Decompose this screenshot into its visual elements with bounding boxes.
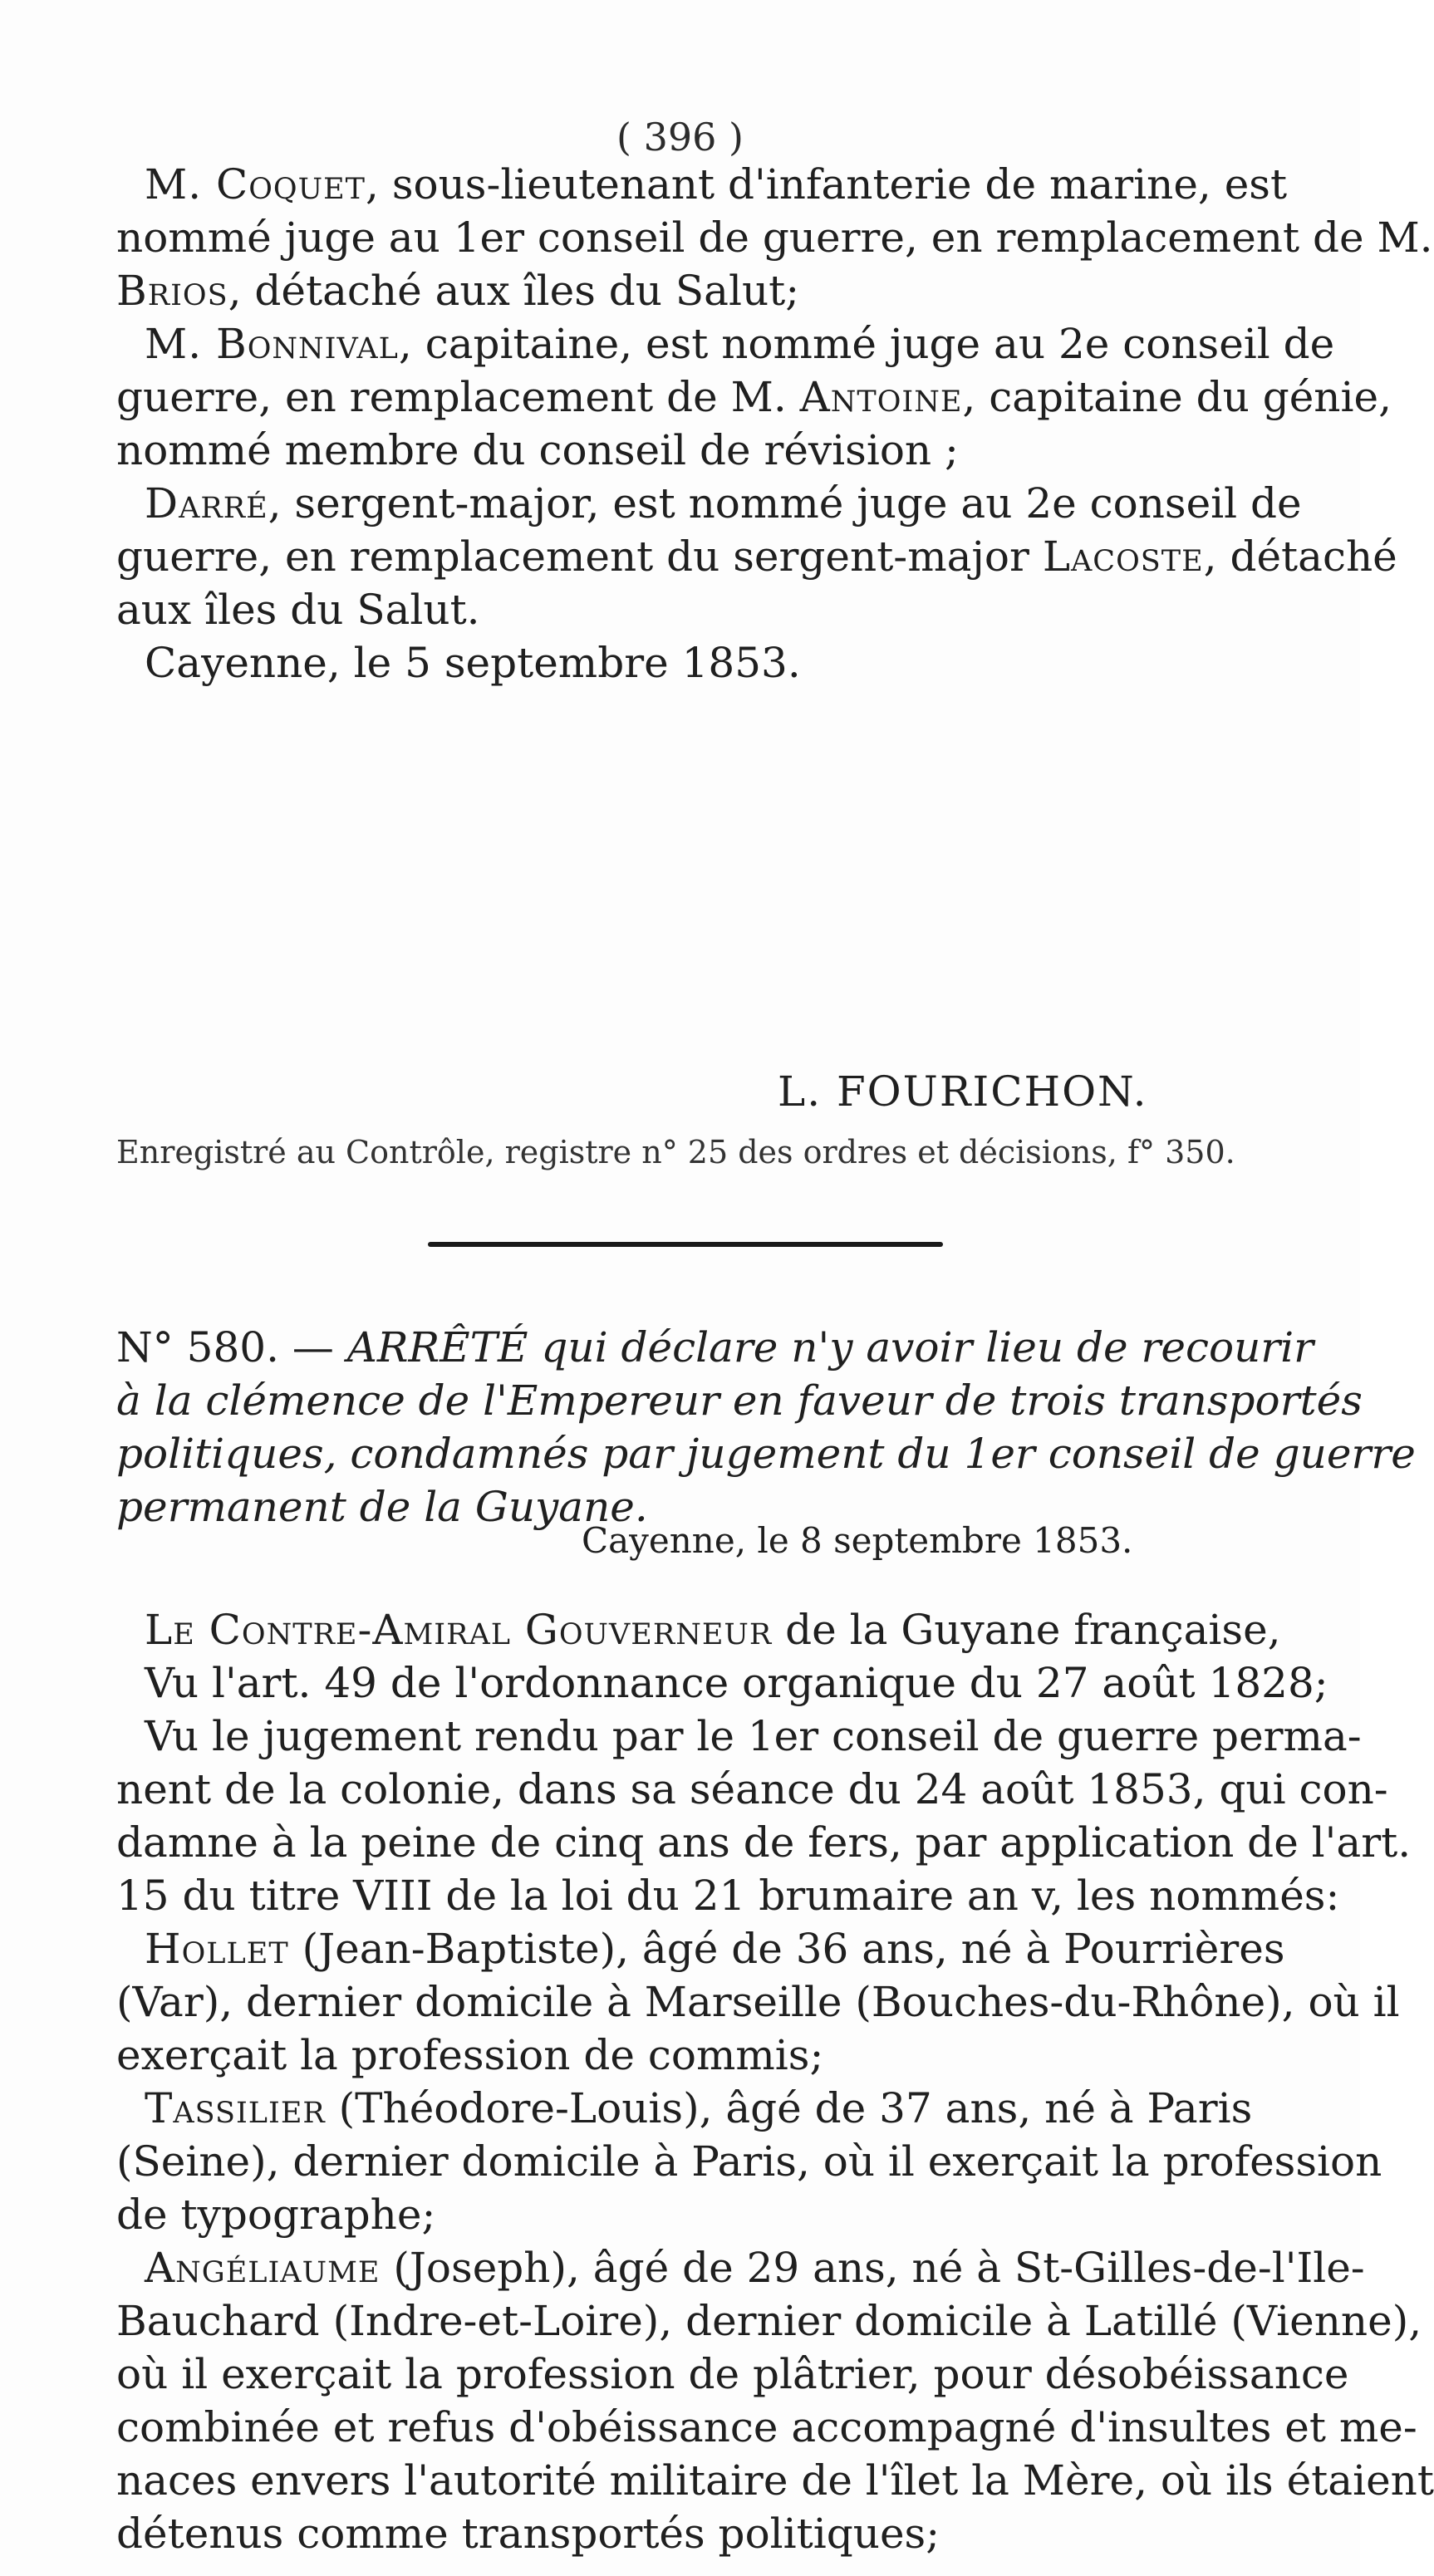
paragraph-coquet: M. Coquet, sous-lieutenant d'infanterie de marine, est nommé juge au 1er conseil de guerre, en remplacement de M. Brios, détaché aux îles du Salut;	[116, 160, 1433, 315]
name-lacoste: Lacoste	[1042, 532, 1204, 581]
name-darre: Darré	[145, 479, 268, 527]
decree-dateline: Cayenne, le 8 septembre 1853.	[582, 1520, 1133, 1561]
appointments-block	[116, 158, 1433, 689]
decree-number: N° 580. —	[116, 1323, 347, 1371]
signature: L. FOURICHON.	[778, 1067, 1148, 1116]
place-date-1: Cayenne, le 5 septembre 1853.	[145, 639, 801, 687]
page-number: ( 396 )	[616, 115, 744, 159]
paragraph-darre: Darré, sergent-major, est nommé juge au 2e conseil de guerre, en remplacement du sergent-major Lacoste, détaché aux îles du Salut.	[116, 479, 1397, 634]
name-tassilier: Tassilier	[145, 2084, 326, 2132]
decree-title: N° 580. — ARRÊTÉ qui déclare n'y avoir lieu de recourir à la clémence de l'Empereur en faveur de trois transportés politiques, condamnés par jugement du 1er conseil de guerre permanent de la Guyane.	[116, 1323, 1416, 1531]
name-angeliaume: Angéliaume	[145, 2244, 381, 2292]
name-antoine: Antoine	[799, 373, 963, 421]
name-hollet: Hollet	[145, 1925, 289, 1973]
considerant-ordonnance: Vu l'art. 49 de l'ordonnance organique du 27 août 1828;	[145, 1659, 1328, 1707]
decree-body: Le Contre-Amiral Gouverneur de la Guyane française, Vu l'art. 49 de l'ordonnance organique du 27 août 1828; Vu le jugement rendu par le 1er conseil de guerre perma- nent de la colonie, dans sa séance du 24 août 1853, qui con- damne à la peine de cinq ans de fers, par application de l'art. 15 du titre VIII de la loi du 21 brumaire an v, les nommés: Hollet (Jean-Baptiste), âgé de 36 ans, né à Pourrières (Var), dernier domicile à Marseille (Bouches-du-Rhône), où il exerçait la profession de commis; Tassilier (Théodore-Louis), âgé de 37 ans, né à Paris (Seine), dernier domicile à Paris, où il exerçait la profession de typographe; Angéliaume (Joseph), âgé de 29 ans, né à St-Gilles-de-l'Ile- Bauchard (Indre-et-Loire), dernier domicile à Latillé (Vienne), où il exerçait la profession de plâtrier, pour désobéissance combinée et refus d'obéissance accompagné d'insultes et me- naces envers l'autorité militaire de l'îlet la Mère, où ils étaient détenus comme transportés politiques;	[116, 1606, 1434, 2558]
governor-title: Le Contre-Amiral Gouverneur	[145, 1606, 773, 1654]
registration-note: Enregistré au Contrôle, registre n° 25 des ordres et décisions, f° 350.	[116, 1134, 1235, 1170]
name-brios: Brios	[116, 267, 228, 315]
paragraph-bonnival: M. Bonnival, capitaine, est nommé juge au 2e conseil de guerre, en remplacement de M. Antoine, capitaine du génie, nommé membre du conseil de révision ;	[116, 320, 1392, 474]
section-divider	[428, 1242, 943, 1247]
name-bonnival: M. Bonnival	[145, 320, 399, 368]
name-coquet: M. Coquet	[145, 160, 366, 209]
